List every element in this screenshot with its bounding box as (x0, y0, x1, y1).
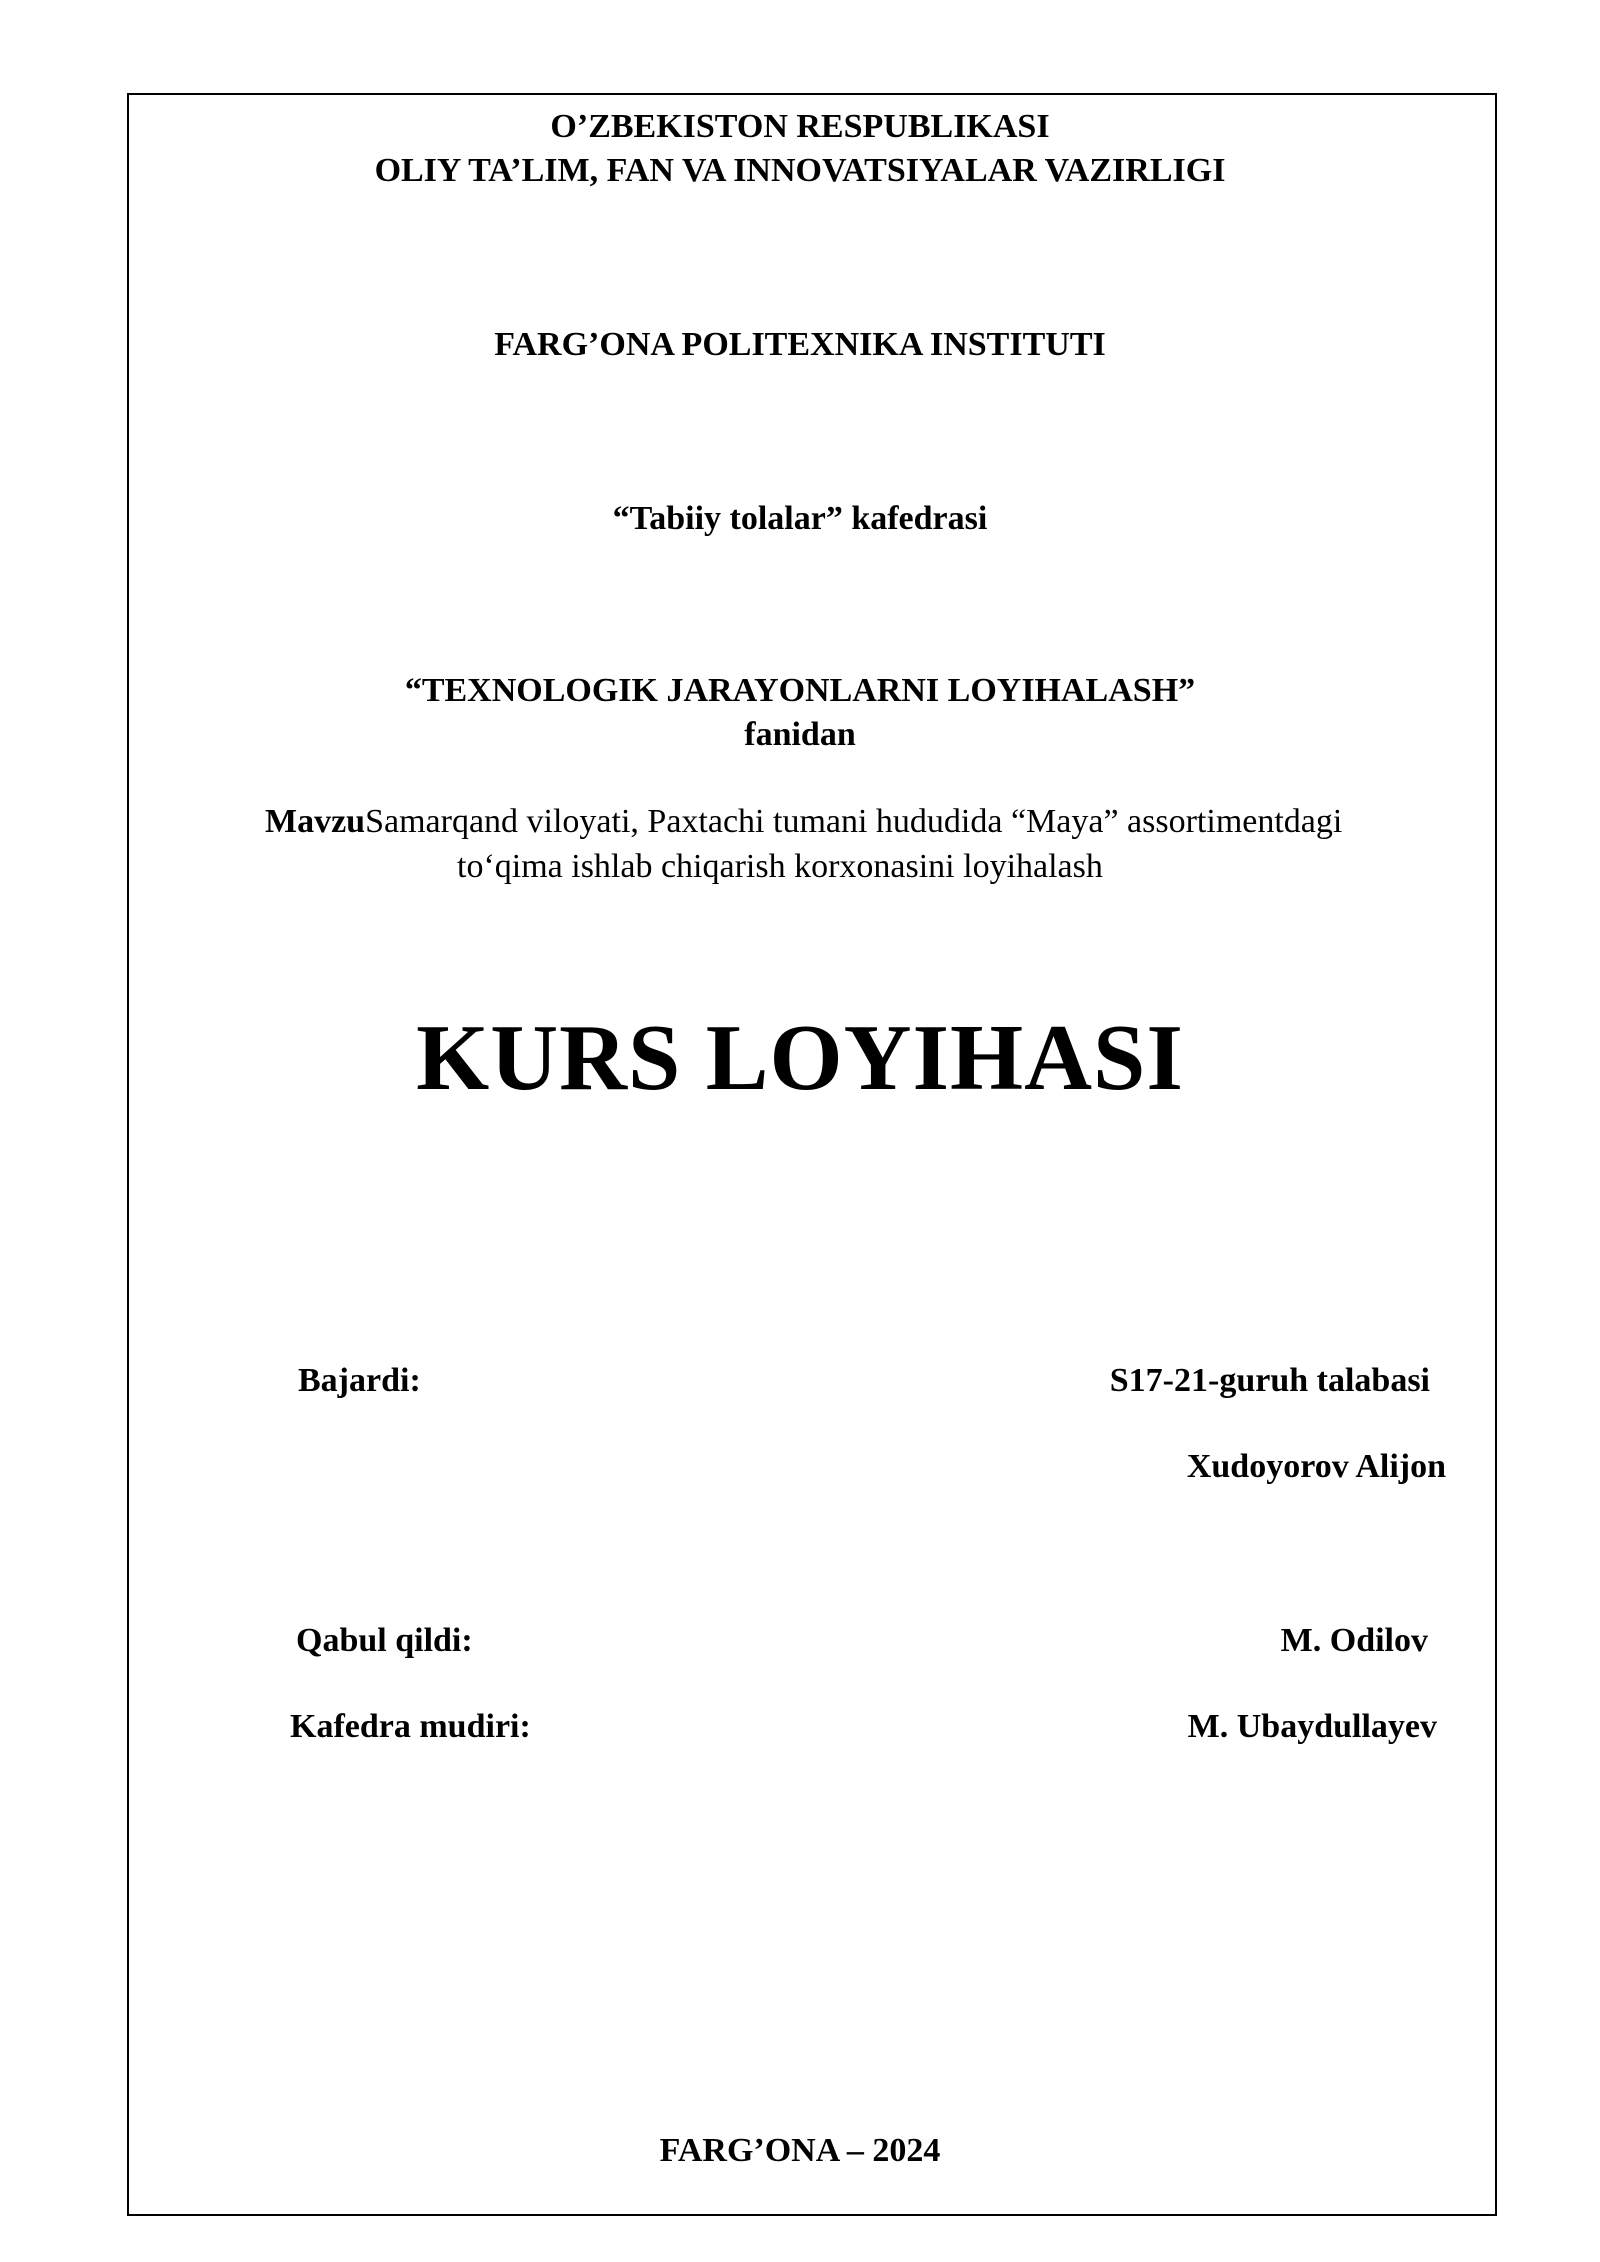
subject-suffix: fanidan (744, 716, 856, 753)
country-heading: O’ZBEKISTON RESPUBLIKASI (550, 108, 1050, 145)
document-title: KURS LOYIHASI (416, 1006, 1184, 1110)
institute-heading: FARG’ONA POLITEXNIKA INSTITUTI (494, 326, 1106, 363)
accepted-name: M. Odilov (1280, 1622, 1428, 1659)
footer-place-year: FARG’ONA – 2024 (659, 2132, 941, 2169)
subject-name: “TEXNOLOGIK JARAYONLARNI LOYIHALASH” (404, 672, 1196, 709)
page-border (127, 93, 1497, 2216)
topic-text-1: Samarqand viloyati, Paxtachi tumani hududida “Maya” assortimentdagi (365, 803, 1343, 840)
performed-group: S17-21-guruh talabasi (1109, 1362, 1430, 1399)
head-name: M. Ubaydullayev (1187, 1708, 1437, 1745)
performed-label: Bajardi: (298, 1362, 421, 1399)
accepted-label: Qabul qildi: (296, 1622, 473, 1659)
department-heading: “Tabiiy tolalar” kafedrasi (612, 500, 988, 537)
performed-name: Xudoyorov Alijon (1186, 1448, 1446, 1485)
ministry-heading: OLIY TA’LIM, FAN VA INNOVATSIYALAR VAZIRLIGI (374, 152, 1226, 189)
topic-line-2: to‘qima ishlab chiqarish korxonasini loyihalash (457, 848, 1103, 885)
topic-line-1 (265, 805, 1342, 839)
head-label: Kafedra mudiri: (290, 1708, 531, 1745)
topic-label: Mavzu (265, 803, 366, 840)
